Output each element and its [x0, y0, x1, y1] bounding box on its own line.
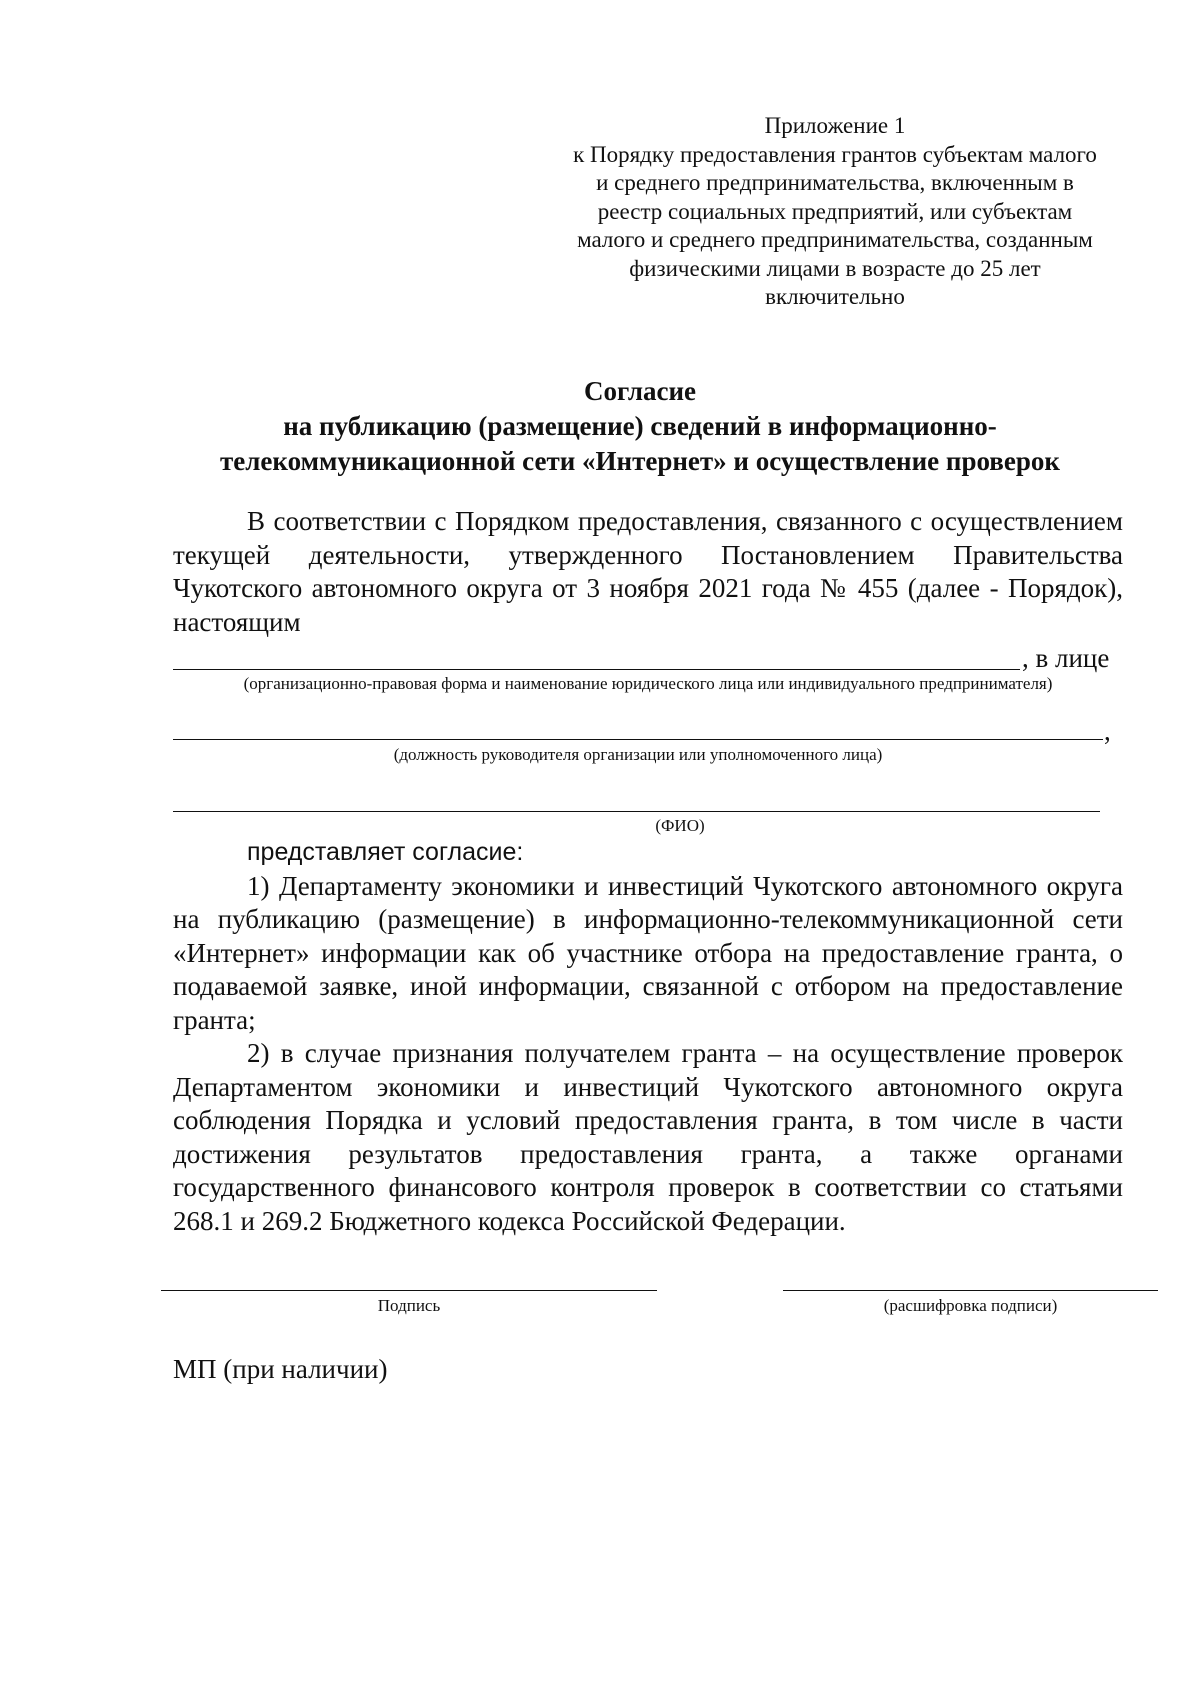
signature-line[interactable] [161, 1290, 657, 1291]
title-line-1: Согласие [583, 376, 697, 406]
consent-section [173, 836, 1123, 1238]
appendix-line: реестр социальных предприятий, или субъектам [597, 198, 1073, 224]
appendix-header [545, 112, 1125, 312]
intro-paragraph [173, 505, 1123, 639]
appendix-line: Приложение 1 [764, 113, 906, 138]
org-caption: (организационно-правовая форма и наименование юридического лица или индивидуального предпринимателя) [243, 674, 1053, 693]
org-suffix: , в лице [1022, 643, 1110, 673]
org-name-line[interactable] [173, 669, 1020, 670]
appendix-line: включительно [765, 284, 905, 309]
consent-lead: представляет согласие: [247, 838, 524, 866]
consent-item-1: 1) Департаменту экономики и инвестиций Чукотского автономного округа на публикацию (размещение) в информационно-телекоммуникационной сети «Интернет» информации как об участнике отбора на предоставление гранта, о подаваемой заявке, иной информации, связанной с отбором на предоставление гранта; [173, 870, 1123, 1035]
position-caption: (должность руководителя организации или уполномоченного лица) [393, 745, 883, 764]
fio-line[interactable] [173, 811, 1100, 812]
appendix-line: малого и среднего предпринимательства, созданным [577, 227, 1093, 252]
intro-text: В соответствии с Порядком предоставления, связанного с осуществлением текущей деятельности, утвержденного Постановлением Правительства Чукотского автономного округа от 3 ноября 2021 года № 455 (далее - Порядок), настоящим [173, 506, 1123, 637]
signature-decode-caption: (расшифровка подписи) [883, 1296, 1058, 1315]
position-suffix: , [1104, 716, 1111, 746]
appendix-line: к Порядку предоставления грантов субъектам малого [573, 141, 1097, 167]
fio-caption: (ФИО) [655, 816, 705, 835]
signature-caption: Подпись [377, 1296, 441, 1315]
appendix-line: физическими лицами в возрасте до 25 лет [629, 255, 1041, 281]
title-line-2: на публикацию (размещение) сведений в информационно- [283, 411, 997, 441]
position-line[interactable] [173, 739, 1103, 740]
consent-item-2: 2) в случае признания получателем гранта – на осуществление проверок Департаментом экономики и инвестиций Чукотского автономного округа соблюдения Порядка и условий предоставления гранта, в том числе в части достижения результатов предоставления гранта, а также органами государственного финансового контроля проверок в соответствии со статьями 268.1 и 269.2 Бюджетного кодекса Российской Федерации. [173, 1038, 1123, 1236]
title-line-3: телекоммуникационной сети «Интернет» и осуществление проверок [220, 446, 1060, 476]
document-title [160, 374, 1120, 479]
stamp-label: МП (при наличии) [173, 1354, 388, 1384]
signature-decode-line[interactable] [783, 1290, 1158, 1291]
appendix-line: и среднего предпринимательства, включенным в [596, 170, 1074, 195]
